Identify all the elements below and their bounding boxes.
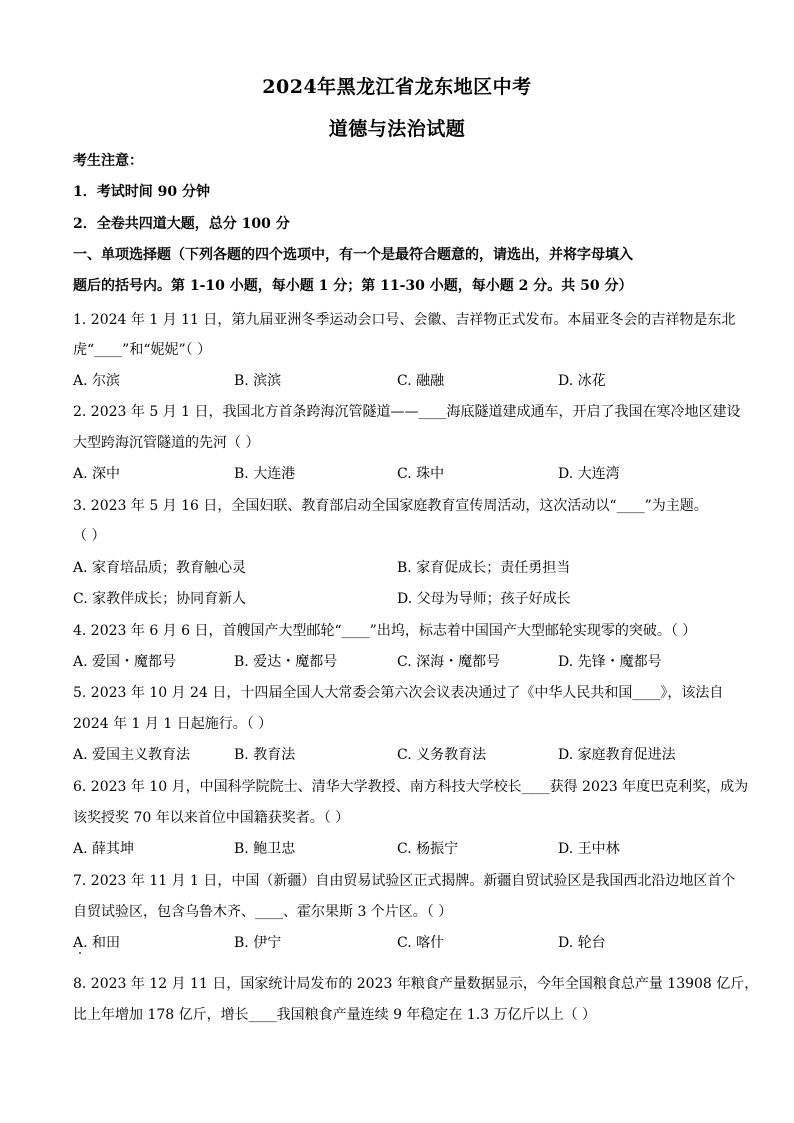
notice-item-2: 2．全卷共四道大题，总分 100 分: [73, 216, 290, 232]
question-2-option-d: D. 大连湾: [558, 466, 620, 482]
question-3-option-b: B. 家育促成长；责任勇担当: [397, 560, 571, 576]
question-8-line-2: 比上年增加 178 亿斤，增长____我国粮食产量连续 9 年稳定在 1.3 万亿斤以上（ ）: [73, 1007, 597, 1023]
page-subtitle: 道德与法治试题: [328, 118, 466, 140]
question-1-option-b: B. 滨滨: [234, 373, 282, 389]
page-title: 2024年黑龙江省龙东地区中考: [262, 76, 532, 98]
question-6-line-2: 该奖授奖 70 年以来首位中国籍获奖者。（ ）: [73, 810, 350, 826]
notice-item-1: 1．考试时间 90 分钟: [73, 184, 210, 200]
question-7-option-c: C. 喀什: [397, 935, 445, 951]
question-3-line-1: 3. 2023 年 5 月 16 日，全国妇联、教育部启动全国家庭教育宣传周活动，这次活动以“____”为主题。: [73, 498, 708, 514]
question-6-option-d: D. 王中林: [558, 841, 620, 857]
question-1-line-2: 虎“____”和“妮妮”（ ）: [73, 342, 212, 358]
question-4-option-b: B. 爱达・魔都号: [234, 654, 338, 670]
question-6-option-c: C. 杨振宁: [397, 841, 459, 857]
question-1-option-a: A. 尔滨: [73, 373, 121, 389]
question-5-line-1: 5. 2023 年 10 月 24 日，十四届全国人大常委会第六次会议表决通过了《中华人民共和国____》，该法自: [73, 685, 724, 701]
question-3-line-2: （ ）: [73, 528, 106, 544]
question-6-line-1: 6. 2023 年 10 月，中国科学院院士、清华大学教授、南方科技大学校长____获得 2023 年度巴克利奖，成为: [73, 779, 749, 795]
section-instruction-line-2: 题后的括号内。第 1-10 小题，每小题 1 分；第 11-30 小题，每小题 2 分。共 50 分）: [73, 278, 633, 294]
question-7-line-2: 自贸试验区，包含乌鲁木齐、____、霍尔果斯 3 个片区。（ ）: [73, 904, 453, 920]
question-5-option-c: C. 义务教育法: [397, 747, 487, 763]
question-4-line-1: 4. 2023 年 6 月 6 日，首艘国产大型邮轮“____”出坞，标志着中国国产大型邮轮实现零的突破。（ ）: [73, 623, 697, 639]
stray-mark: [79, 952, 81, 954]
question-2-line-1: 2. 2023 年 5 月 1 日，我国北方首条跨海沉管隧道——____海底隧道建成通车，开启了我国在寒冷地区建设: [73, 404, 741, 420]
question-5-line-2: 2024 年 1 月 1 日起施行。（ ）: [73, 716, 273, 732]
question-8-line-1: 8. 2023 年 12 月 11 日，国家统计局发布的 2023 年粮食产量数据显示，今年全国粮食总产量 13908 亿斤，: [73, 976, 759, 992]
question-5-option-d: D. 家庭教育促进法: [558, 747, 676, 763]
question-6-option-a: A. 薛其坤: [73, 841, 135, 857]
question-7-option-a: A. 和田: [73, 935, 121, 951]
question-2-option-a: A. 深中: [73, 466, 121, 482]
question-3-option-d: D. 父母为导师；孩子好成长: [397, 591, 571, 607]
question-7-option-d: D. 轮台: [558, 935, 606, 951]
question-7-line-1: 7. 2023 年 11 月 1 日，中国（新疆）自由贸易试验区正式揭牌。新疆自贸试验区是我国西北沿边地区首个: [73, 873, 736, 889]
question-2-option-b: B. 大连港: [234, 466, 296, 482]
question-5-option-a: A. 爱国主义教育法: [73, 747, 191, 763]
notice-heading: 考生注意：: [73, 153, 143, 169]
question-4-option-a: A. 爱国・魔都号: [73, 654, 177, 670]
question-3-option-c: C. 家教伴成长；协同育新人: [73, 591, 247, 607]
question-5-option-b: B. 教育法: [234, 747, 296, 763]
question-3-option-a: A. 家育培品质；教育触心灵: [73, 560, 247, 576]
question-6-option-b: B. 鲍卫忠: [234, 841, 296, 857]
question-4-option-c: C. 深海・魔都号: [397, 654, 501, 670]
question-1-option-d: D. 冰花: [558, 373, 606, 389]
question-1-line-1: 1. 2024 年 1 月 11 日，第九届亚洲冬季运动会口号、会徽、吉祥物正式发布。本届亚冬会的吉祥物是东北: [73, 312, 736, 328]
section-instruction-line-1: 一、单项选择题（下列各题的四个选项中，有一个是最符合题意的，请选出，并将字母填入: [73, 247, 633, 263]
question-2-option-c: C. 珠中: [397, 466, 445, 482]
question-7-option-b: B. 伊宁: [234, 935, 282, 951]
question-2-line-2: 大型跨海沉管隧道的先河（ ）: [73, 435, 260, 451]
question-4-option-d: D. 先锋・魔都号: [558, 654, 662, 670]
question-1-option-c: C. 融融: [397, 373, 445, 389]
